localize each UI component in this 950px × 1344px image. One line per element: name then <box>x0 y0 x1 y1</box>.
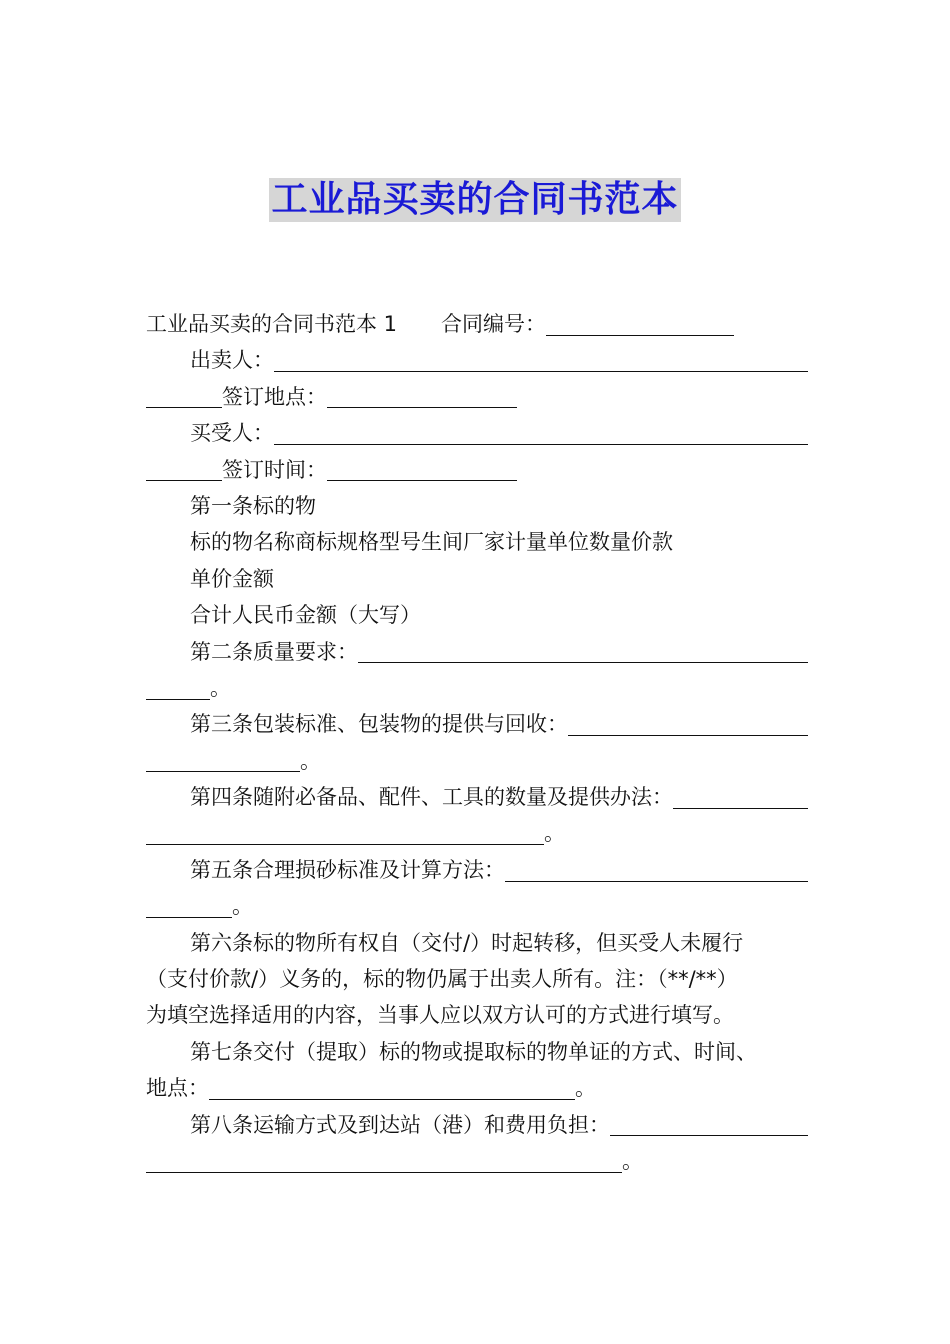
article7-line1 <box>146 1034 808 1070</box>
article1-unit-price-text: 单价金额 <box>190 566 274 591</box>
article7-text-1: 第七条交付（提取）标的物或提取标的物单证的方式、时间、 <box>190 1039 757 1064</box>
article1-unit-price <box>146 561 808 597</box>
article5-blank-cont[interactable] <box>146 895 232 918</box>
article5-label: 第五条合理损砂标准及计算方法： <box>190 857 505 882</box>
article8-line <box>146 1107 808 1143</box>
article6-text-2: （支付价款/）义务的，标的物仍属于出卖人所有。注：（**/**） <box>146 967 738 992</box>
seller-label: 出卖人： <box>190 348 274 373</box>
article6-line1 <box>146 925 808 961</box>
article6-line3 <box>146 997 808 1033</box>
article6-line2 <box>146 961 808 997</box>
article5-blank[interactable] <box>505 859 808 882</box>
document-title: 工业品买卖的合同书范本 <box>271 179 679 220</box>
article2-blank-cont[interactable] <box>146 677 210 700</box>
seller-line <box>146 342 808 378</box>
period: 。 <box>544 821 565 846</box>
article3-blank-cont[interactable] <box>146 749 300 772</box>
sign-time-label: 签订时间： <box>222 457 327 482</box>
article3-cont <box>146 743 808 779</box>
article7-label: 地点： <box>146 1076 209 1101</box>
article1-title <box>146 488 808 524</box>
contract-no-blank[interactable] <box>546 313 734 336</box>
period: 。 <box>300 748 321 773</box>
document-body <box>146 306 808 1179</box>
article5-line <box>146 852 808 888</box>
sign-time-line <box>146 452 808 488</box>
sign-time-blank[interactable] <box>327 458 517 481</box>
article3-blank[interactable] <box>568 713 808 736</box>
buyer-blank[interactable] <box>274 422 808 445</box>
buyer-label: 买受人： <box>190 421 274 446</box>
period: 。 <box>210 675 231 700</box>
article4-label: 第四条随附必备品、配件、工具的数量及提供办法： <box>190 785 673 810</box>
article3-line <box>146 706 808 742</box>
article8-blank-cont[interactable] <box>146 1150 622 1173</box>
article4-line <box>146 779 808 815</box>
article2-line <box>146 634 808 670</box>
article2-blank[interactable] <box>358 640 808 663</box>
article2-label: 第二条质量要求： <box>190 639 358 664</box>
article8-label: 第八条运输方式及到达站（港）和费用负担： <box>190 1112 610 1137</box>
article6-text-3: 为填空选择适用的内容，当事人应以双方认可的方式进行填写。 <box>146 1003 734 1028</box>
article3-label: 第三条包装标准、包装物的提供与回收： <box>190 712 568 737</box>
article1-columns-text: 标的物名称商标规格型号生间厂家计量单位数量价款 <box>190 530 673 555</box>
contract-no-label: 合同编号： <box>441 312 547 336</box>
article7-blank[interactable] <box>209 1077 575 1100</box>
period: 。 <box>575 1076 596 1101</box>
buyer-blank-cont[interactable] <box>146 458 222 481</box>
title-wrap <box>0 178 950 222</box>
seller-blank-cont[interactable] <box>146 385 222 408</box>
article6-text-1: 第六条标的物所有权自（交付/）时起转移，但买受人未履行 <box>190 930 744 955</box>
sign-place-label: 签订地点： <box>222 384 327 409</box>
article8-cont <box>146 1143 808 1179</box>
article4-cont <box>146 815 808 851</box>
doc-name: 工业品买卖的合同书范本 1 <box>146 312 398 336</box>
article4-blank[interactable] <box>673 786 808 809</box>
article2-cont <box>146 670 808 706</box>
article5-cont <box>146 888 808 924</box>
period: 。 <box>232 894 253 919</box>
article4-blank-cont[interactable] <box>146 822 544 845</box>
sign-place-blank[interactable] <box>327 385 517 408</box>
article8-blank[interactable] <box>610 1113 808 1136</box>
article7-line2 <box>146 1070 808 1106</box>
article1-title-text: 第一条标的物 <box>190 493 316 518</box>
seller-blank[interactable] <box>274 349 808 372</box>
article1-total <box>146 597 808 633</box>
period: 。 <box>622 1148 643 1173</box>
buyer-line <box>146 415 808 451</box>
article1-total-text: 合计人民币金额（大写） <box>190 603 421 628</box>
article1-columns <box>146 524 808 560</box>
sign-place-line <box>146 379 808 415</box>
header-line <box>146 306 808 342</box>
